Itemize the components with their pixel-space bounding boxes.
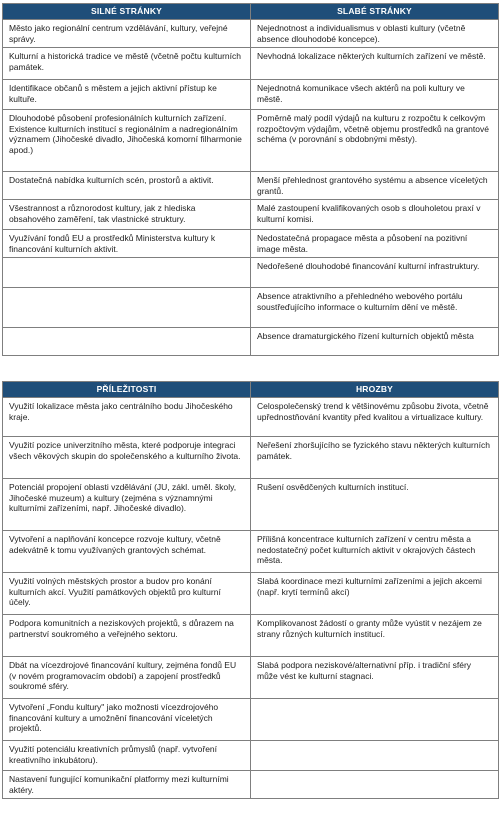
threat-cell: Přílišná koncentrace kulturních zařízení v centru města a nedostatečný počet kulturních aktivit v okrajových částech města. bbox=[251, 531, 499, 573]
table-row bbox=[3, 110, 499, 172]
table-row bbox=[3, 258, 499, 288]
strength-cell bbox=[3, 258, 251, 288]
threat-cell: Neřešení zhoršujícího se fyzického stavu některých kulturních památek. bbox=[251, 437, 499, 479]
table-row bbox=[3, 437, 499, 479]
table-row bbox=[3, 172, 499, 200]
table-row bbox=[3, 80, 499, 110]
table-row bbox=[3, 230, 499, 258]
weakness-cell: Nedostatečná propagace města a působení na pozitivní image města. bbox=[251, 230, 499, 258]
opportunity-cell: Využití volných městských prostor a budov pro konání kulturních akcí. Využití památkových objektů pro kulturní účely. bbox=[3, 573, 251, 615]
header-row bbox=[3, 4, 499, 20]
opportunity-cell: Nastavení fungující komunikační platformy mezi kulturními aktéry. bbox=[3, 771, 251, 799]
weaknesses-header: SLABÉ STRÁNKY bbox=[251, 4, 499, 20]
opportunity-cell: Využití lokalizace města jako centrálního bodu Jihočeského kraje. bbox=[3, 398, 251, 437]
table-row bbox=[3, 200, 499, 230]
opportunity-cell: Vytvoření a naplňování koncepce rozvoje kultury, včetně adekvátně k tomu využívaných grantových schémat. bbox=[3, 531, 251, 573]
strength-cell: Identifikace občanů s městem a jejich aktivní přístup ke kultuře. bbox=[3, 80, 251, 110]
threats-header: HROZBY bbox=[251, 382, 499, 398]
opportunity-cell: Podpora komunitních a neziskových projektů, s důrazem na partnerství soukromého a veřejného sektoru. bbox=[3, 615, 251, 657]
weakness-cell: Absence atraktivního a přehledného webového portálu soustřeďujícího informace o kulturním dění ve městě. bbox=[251, 288, 499, 328]
table-row bbox=[3, 615, 499, 657]
weakness-cell: Poměrně malý podíl výdajů na kulturu z rozpočtu k celkovým rozpočtovým výdajům, včetně objemu prostředků na grantové schéma (v porovnání s obdobnými městy). bbox=[251, 110, 499, 172]
threat-cell bbox=[251, 699, 499, 741]
table-row bbox=[3, 657, 499, 699]
strength-cell bbox=[3, 288, 251, 328]
opportunity-cell: Využití potenciálu kreativních průmyslů (např. vytvoření kreativního inkubátoru). bbox=[3, 741, 251, 771]
opportunity-cell: Potenciál propojení oblasti vzdělávání (JU, zákl. uměl. školy, Jihočeské muzeum) a kultury (zejména s významnými kulturními zařízeními, např. Jihočeské divadlo). bbox=[3, 479, 251, 531]
opportunity-cell: Využití pozice univerzitního města, které podporuje integraci všech věkových skupin do společenského a kulturního života. bbox=[3, 437, 251, 479]
strength-cell: Dlouhodobé působení profesionálních kulturních zařízení. Existence kulturních institucí s regionálním a nadregionálním významem (Jihočeské divadlo, Jihočeská komorní filharmonie apod.) bbox=[3, 110, 251, 172]
table-row bbox=[3, 48, 499, 80]
weakness-cell: Absence dramaturgického řízení kulturních objektů města bbox=[251, 328, 499, 356]
header-row bbox=[3, 382, 499, 398]
table-row bbox=[3, 328, 499, 356]
opportunity-cell: Vytvoření „Fondu kultury" jako možnosti vícezdrojového financování kultury a umožnění financování víceletých projektů. bbox=[3, 699, 251, 741]
table-row bbox=[3, 741, 499, 771]
threat-cell: Rušení osvědčených kulturních institucí. bbox=[251, 479, 499, 531]
weakness-cell: Nedořešené dlouhodobé financování kulturní infrastruktury. bbox=[251, 258, 499, 288]
table-row bbox=[3, 573, 499, 615]
threat-cell: Celospolečenský trend k většinovému způsobu života, včetně upřednostňování kvantity před kvalitou a virtualizace kultury. bbox=[251, 398, 499, 437]
strength-cell: Dostatečná nabídka kulturních scén, prostorů a aktivit. bbox=[3, 172, 251, 200]
weakness-cell: Nejednotná komunikace všech aktérů na poli kultury ve městě. bbox=[251, 80, 499, 110]
table-row bbox=[3, 771, 499, 799]
strength-cell: Všestrannost a různorodost kultury, jak z hlediska obsahového zaměření, tak vlastnické struktury. bbox=[3, 200, 251, 230]
threat-cell: Slabá podpora neziskové/alternativní příp. i tradiční sféry může vést ke kulturní stagnaci. bbox=[251, 657, 499, 699]
weakness-cell: Nejednotnost a individualismus v oblasti kultury (včetně absence dlouhodobé koncepce). bbox=[251, 20, 499, 48]
strength-cell bbox=[3, 328, 251, 356]
table-row bbox=[3, 699, 499, 741]
weakness-cell: Nevhodná lokalizace některých kulturních zařízení ve městě. bbox=[251, 48, 499, 80]
opportunities-threats-table bbox=[2, 381, 499, 799]
strengths-weaknesses-table bbox=[2, 3, 499, 356]
strengths-header: SILNÉ STRÁNKY bbox=[3, 4, 251, 20]
table-row bbox=[3, 398, 499, 437]
strength-cell: Kulturní a historická tradice ve městě (včetně počtu kulturních památek. bbox=[3, 48, 251, 80]
table-row bbox=[3, 531, 499, 573]
table-row bbox=[3, 288, 499, 328]
threat-cell bbox=[251, 771, 499, 799]
strength-cell: Město jako regionální centrum vzdělávání, kultury, veřejné správy. bbox=[3, 20, 251, 48]
opportunities-header: PŘÍLEŽITOSTI bbox=[3, 382, 251, 398]
table-row bbox=[3, 20, 499, 48]
strength-cell: Využívání fondů EU a prostředků Ministerstva kultury k financování kulturních aktivit. bbox=[3, 230, 251, 258]
threat-cell: Komplikovanost žádostí o granty může vyústit v nezájem ze strany různých kulturních institucí. bbox=[251, 615, 499, 657]
opportunity-cell: Dbát na vícezdrojové financování kultury, zejména fondů EU (v novém programovacím období) a zapojení prostředků soukromé sféry. bbox=[3, 657, 251, 699]
weakness-cell: Malé zastoupení kvalifikovaných osob s dlouholetou praxí v kulturní komisi. bbox=[251, 200, 499, 230]
table-row bbox=[3, 479, 499, 531]
threat-cell bbox=[251, 741, 499, 771]
weakness-cell: Menší přehlednost grantového systému a absence víceletých grantů. bbox=[251, 172, 499, 200]
threat-cell: Slabá koordinace mezi kulturními zařízeními a jejich akcemi (např. krytí termínů akcí) bbox=[251, 573, 499, 615]
